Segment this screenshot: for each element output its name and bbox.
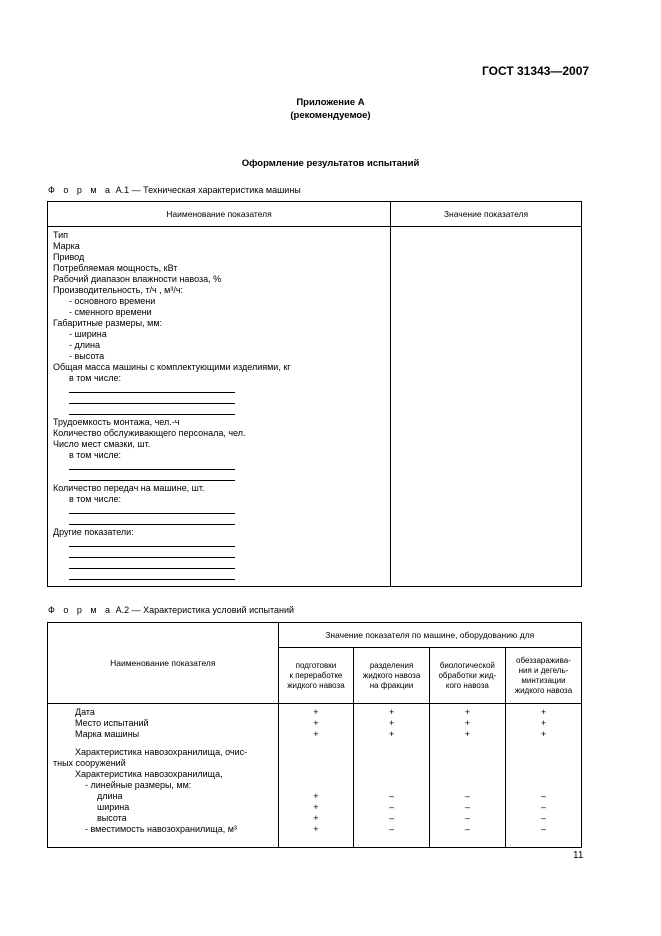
form2-cell-value: –: [540, 824, 546, 834]
form2-cell-value: +: [388, 729, 395, 739]
form2-values-col-1: [278, 704, 354, 848]
form2-row-label: Место испытаний: [75, 718, 149, 728]
section-title: Оформление результатов испытаний: [241, 158, 420, 169]
form2-cell-value: [354, 780, 429, 791]
form2-cell-value: +: [313, 824, 319, 834]
form2-row-label: тных сооружений: [53, 758, 126, 768]
form1-row-label: Привод: [53, 252, 85, 262]
form2-row-label: - линейные размеры, мм:: [85, 780, 192, 790]
form2-cell-value: +: [313, 791, 319, 801]
form2-cell-value: +: [313, 802, 319, 812]
form2-row-label: [53, 740, 278, 747]
fill-in-line: [53, 472, 390, 483]
form2-cell-value: –: [464, 791, 470, 801]
form1-caption-word: Ф о р м а: [48, 185, 114, 195]
form1-row-label: - высота: [69, 351, 105, 361]
form2-header-group: Значение показателя по машине, оборудованию для: [278, 623, 581, 648]
form2-cell-value: +: [540, 707, 547, 717]
form2-cell-value: –: [389, 802, 395, 812]
form1-row-label: Тип: [53, 230, 69, 240]
form2-names-cell: [48, 704, 279, 848]
blank-line: [69, 474, 235, 481]
blank-line: [69, 397, 235, 404]
form2-cell-value: +: [388, 707, 395, 717]
form2-values-col-4: [505, 704, 581, 848]
form2-cell-value: +: [313, 707, 319, 717]
form2-row-label: Дата: [75, 707, 95, 717]
form2-cell-value: [279, 758, 354, 769]
form2-caption: [48, 605, 294, 615]
form2-cell-value: [506, 780, 581, 791]
form2-cell-value: +: [464, 707, 470, 717]
form1-row-label: - ширина: [69, 329, 107, 339]
blank-line: [69, 463, 235, 470]
fill-in-line: [53, 505, 390, 516]
blank-line: [69, 551, 235, 558]
form2-table: [47, 622, 582, 848]
form1-row-label: Другие показатели:: [53, 527, 134, 537]
blank-line: [69, 507, 235, 514]
form2-row-label: Характеристика навозохранилища,: [75, 769, 223, 779]
form1-row-label: Рабочий диапазон влажности навоза, %: [53, 274, 222, 284]
form1-table: [47, 201, 582, 587]
form2-cell-value: +: [313, 813, 319, 823]
form1-row-label: Потребляемая мощность, кВт: [53, 263, 178, 273]
form1-row-label: Трудоемкость монтажа, чел.-ч: [53, 417, 180, 427]
form2-cell-value: [506, 769, 581, 780]
form1-row-label: в том числе:: [69, 494, 121, 504]
form2-cell-value: [506, 747, 581, 758]
form2-cell-value: [354, 747, 429, 758]
form2-cell-value: [430, 780, 505, 791]
form2-caption-text: А.2 — Характеристика условий испытаний: [113, 605, 294, 615]
form1-row-label: Число мест смазки, шт.: [53, 439, 151, 449]
form1-row-label: в том числе:: [69, 373, 121, 383]
form2-cell-value: [430, 740, 505, 747]
form2-cell-value: –: [389, 813, 395, 823]
form1-row-label: Марка: [53, 241, 80, 251]
form2-cell-value: [354, 758, 429, 769]
form2-cell-value: +: [464, 718, 470, 728]
form1-caption: [48, 185, 301, 195]
form1-row-label: - сменного времени: [69, 307, 152, 317]
form1-row-label: Общая масса машины с комплектующими изделиями, кг: [53, 362, 291, 372]
blank-line: [69, 562, 235, 569]
fill-in-line: [53, 560, 390, 571]
form2-cell-value: +: [313, 729, 319, 739]
blank-line: [69, 408, 235, 415]
form2-cell-value: –: [464, 813, 470, 823]
form2-caption-word: Ф о р м а: [48, 605, 114, 615]
form2-cell-value: [430, 769, 505, 780]
form1-names-cell: [48, 227, 391, 587]
form2-cell-value: [279, 780, 354, 791]
appendix-subtitle: (рекомендуемое): [290, 110, 371, 121]
page-number: 11: [573, 850, 584, 861]
appendix-title: Приложение А: [296, 97, 365, 108]
form1-row-label: Производительность, т/ч , м³/ч:: [53, 285, 184, 295]
form1-header-name: Наименование показателя: [48, 202, 391, 227]
form1-rows: [53, 230, 390, 582]
form1-row-label: Количество передач на машине, шт.: [53, 483, 205, 493]
form1-row-label: Количество обслуживающего персонала, чел.: [53, 428, 246, 438]
form2-row-label: Марка машины: [75, 729, 140, 739]
form2-row-label: длина: [97, 791, 123, 801]
blank-line: [69, 386, 235, 393]
fill-in-line: [53, 384, 390, 395]
form2-subheader-4: обеззаражива- ния и дегель- минтизации жидкого навоза: [505, 648, 581, 704]
fill-in-line: [53, 549, 390, 560]
form2-cell-value: +: [540, 729, 547, 739]
form2-cell-value: [506, 740, 581, 747]
fill-in-line: [53, 516, 390, 527]
form2-cell-value: +: [313, 718, 319, 728]
form1-values-cell: [391, 227, 582, 587]
fill-in-line: [53, 461, 390, 472]
form1-caption-text: А.1 — Техническая характеристика машины: [113, 185, 301, 195]
blank-line: [69, 573, 235, 580]
form2-cell-value: [354, 740, 429, 747]
standard-number: ГОСТ 31343—2007: [482, 64, 590, 78]
form2-cell-value: –: [464, 802, 470, 812]
form2-cell-value: –: [540, 802, 546, 812]
form2-cell-value: –: [389, 791, 395, 801]
form2-header-name: Наименование показателя: [48, 623, 279, 704]
form2-row-label: Характеристика навозохранилища, очис-: [75, 747, 248, 757]
form1-row-label: - основного времени: [69, 296, 156, 306]
fill-in-line: [53, 406, 390, 417]
form2-cell-value: –: [540, 813, 546, 823]
fill-in-line: [53, 538, 390, 549]
form2-values-col-3: [429, 704, 505, 848]
form2-cell-value: +: [540, 718, 547, 728]
form1-row-label: в том числе:: [69, 450, 121, 460]
blank-line: [69, 518, 235, 525]
form2-subheader-1: подготовки к переработке жидкого навоза: [278, 648, 354, 704]
form2-cell-value: [279, 769, 354, 780]
blank-line: [69, 540, 235, 547]
form2-cell-value: [279, 747, 354, 758]
form2-cell-value: –: [540, 791, 546, 801]
form2-values-col-2: [354, 704, 430, 848]
fill-in-line: [53, 395, 390, 406]
form2-cell-value: [506, 758, 581, 769]
form1-row-label: - длина: [69, 340, 101, 350]
form2-cell-value: [430, 747, 505, 758]
form2-cell-value: –: [464, 824, 470, 834]
form2-cell-value: +: [464, 729, 470, 739]
fill-in-line: [53, 571, 390, 582]
form2-row-label: высота: [97, 813, 127, 823]
form2-subheader-3: биологической обработки жид- кого навоза: [429, 648, 505, 704]
form1-row-label: Габаритные размеры, мм:: [53, 318, 163, 328]
form2-cell-value: [430, 758, 505, 769]
form2-cell-value: [354, 769, 429, 780]
form2-row-label: - вместимость навозохранилища, м³: [85, 824, 237, 834]
form1-header-value: Значение показателя: [391, 202, 582, 227]
form2-cell-value: +: [388, 718, 395, 728]
form2-row-label: ширина: [97, 802, 130, 812]
form2-cell-value: [279, 740, 354, 747]
form2-subheader-2: разделения жидкого навоза на фракции: [354, 648, 430, 704]
form2-cell-value: –: [389, 824, 395, 834]
